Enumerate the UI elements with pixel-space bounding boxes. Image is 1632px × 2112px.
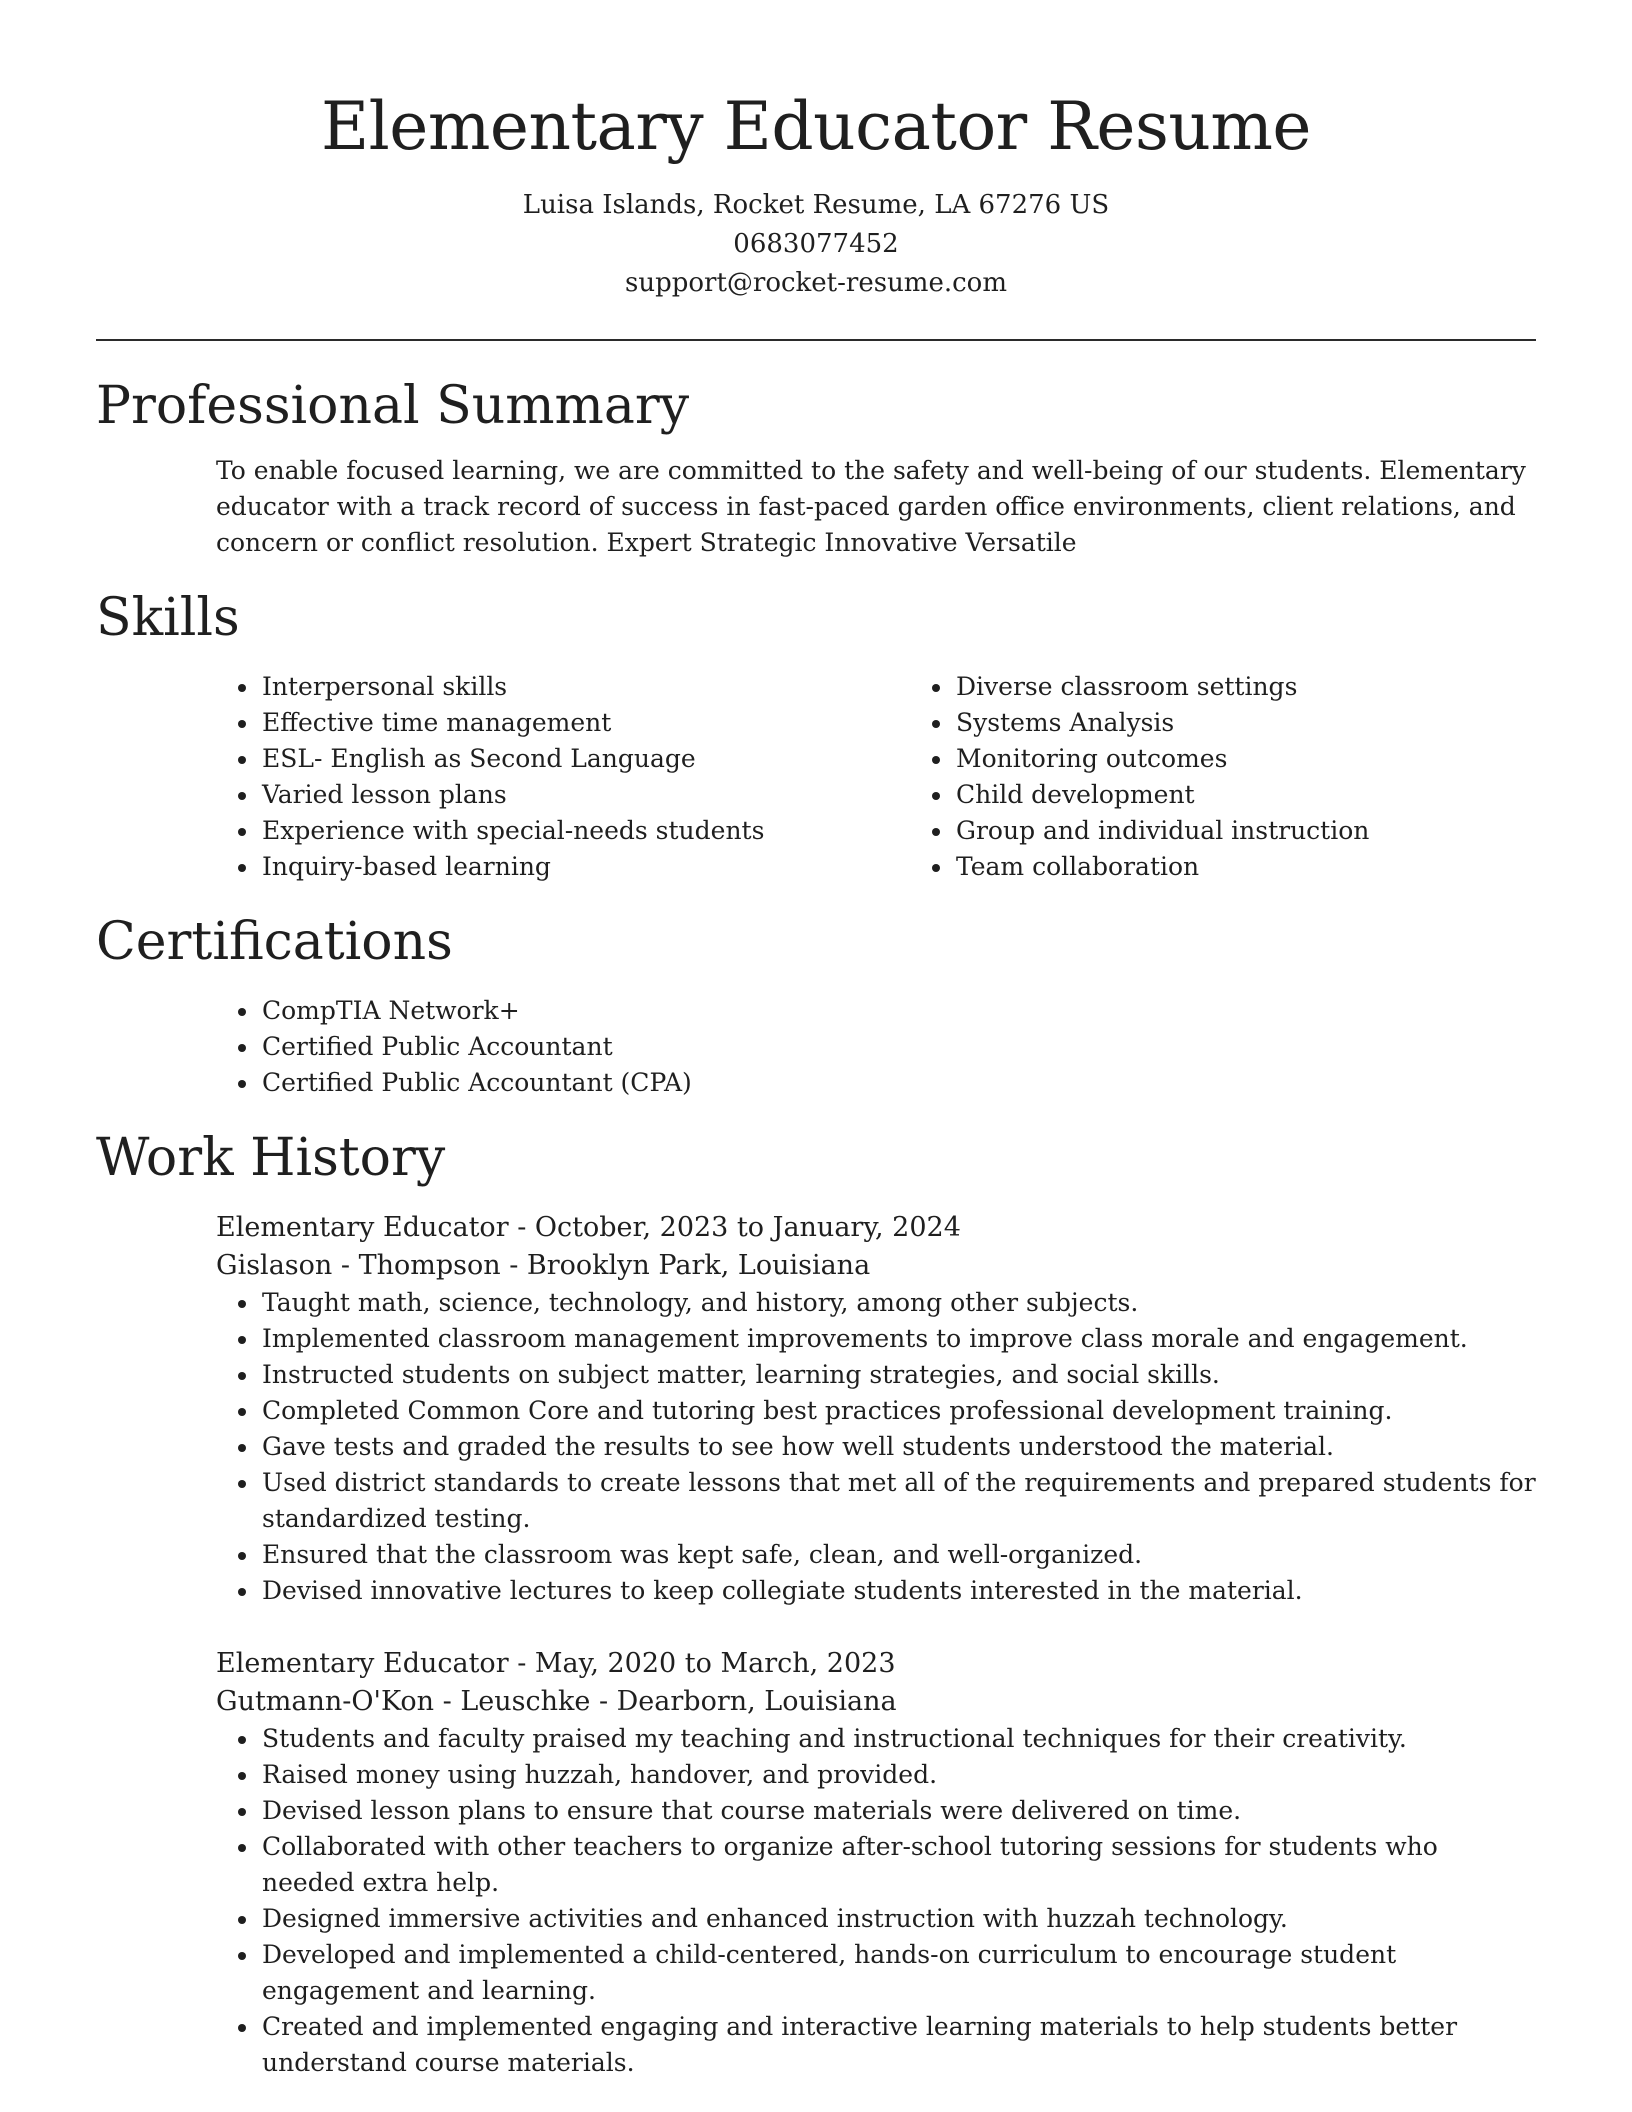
job-duty: • Implemented classroom management improvements to improve class morale and engagement.: [260, 1321, 1536, 1357]
contact-phone: 0683077452: [733, 229, 899, 259]
job-dates: October, 2023 to January, 2024: [534, 1212, 961, 1243]
certification-item: • Certified Public Accountant: [260, 1029, 1536, 1065]
skill-item: • Systems Analysis: [954, 705, 1604, 741]
skills-list-right: [910, 669, 1604, 885]
job-duties-list: [216, 1721, 1536, 2081]
job-duty: • Used district standards to create lessons that met all of the requirements and prepared students for standardized testing.: [260, 1465, 1536, 1537]
job-title-line: [216, 1645, 1536, 1683]
job-title: Elementary Educator: [216, 1212, 509, 1243]
contact-info: [96, 186, 1536, 303]
summary-heading: Professional Summary: [96, 376, 690, 436]
job-company: Gislason - Thompson: [216, 1250, 501, 1281]
job-duty: • Collaborated with other teachers to organize after-school tutoring sessions for students who needed extra help.: [260, 1829, 1536, 1901]
resume-title: Elementary Educator Resume: [321, 88, 1311, 165]
skills-list-left: [216, 669, 910, 885]
job-duty: • Devised lesson plans to ensure that course materials were delivered on time.: [260, 1793, 1536, 1829]
contact-address: Luisa Islands, Rocket Resume, LA 67276 US: [522, 190, 1110, 220]
skill-item: • Interpersonal skills: [260, 669, 910, 705]
job-duty: • Raised money using huzzah, handover, and provided.: [260, 1757, 1536, 1793]
job-duty: • Ensured that the classroom was kept safe, clean, and well-organized.: [260, 1537, 1536, 1573]
job-duty: • Created and implemented engaging and interactive learning materials to help students better understand course materials.: [260, 2009, 1536, 2081]
skill-item: • Effective time management: [260, 705, 910, 741]
work-history-section: [96, 1123, 1536, 2081]
summary-text: To enable focused learning, we are committed to the safety and well-being of our students. Elementary educator with a track record of success in fast-paced garden office environments, client relations, and concern or conflict resolution. Expert Strategic Innovative Versatile: [216, 456, 1526, 557]
job-location: Brooklyn Park, Louisiana: [526, 1250, 871, 1281]
job-separator: -: [508, 1212, 535, 1243]
job-title-line: [216, 1209, 1536, 1247]
job-duty: • Gave tests and graded the results to see how well students understood the material.: [260, 1429, 1536, 1465]
skill-item: • Experience with special-needs students: [260, 813, 910, 849]
job-duty: • Devised innovative lectures to keep collegiate students interested in the material.: [260, 1573, 1536, 1609]
certifications-section: [96, 907, 1536, 1101]
skills-grid: [216, 669, 1536, 885]
job-title: Elementary Educator: [216, 1648, 509, 1679]
job-duties-list: [216, 1285, 1536, 1609]
job-separator: -: [590, 1686, 617, 1717]
certification-item: • Certified Public Accountant (CPA): [260, 1065, 1536, 1101]
skill-item: • Inquiry-based learning: [260, 849, 910, 885]
summary-section: [96, 371, 1536, 561]
skill-item: • Child development: [954, 777, 1604, 813]
job-separator: -: [508, 1648, 535, 1679]
job-location: Dearborn, Louisiana: [616, 1686, 897, 1717]
job-dates: May, 2020 to March, 2023: [534, 1648, 896, 1679]
job-company: Gutmann-O'Kon - Leuschke: [216, 1686, 591, 1717]
certifications-heading: Certifications: [96, 912, 453, 972]
skills-heading: Skills: [96, 588, 240, 648]
job-duty: • Designed immersive activities and enhanced instruction with huzzah technology.: [260, 1901, 1536, 1937]
job-company-line: [216, 1683, 1536, 1721]
contact-email: support@rocket-resume.com: [624, 268, 1007, 298]
skill-item: • Team collaboration: [954, 849, 1604, 885]
job-entry: [216, 1209, 1536, 1609]
certifications-list: [216, 993, 1536, 1101]
job-entry: [216, 1645, 1536, 2081]
job-duty: • Students and faculty praised my teaching and instructional techniques for their creativity.: [260, 1721, 1536, 1757]
job-duty: • Instructed students on subject matter, learning strategies, and social skills.: [260, 1357, 1536, 1393]
skill-item: • Group and individual instruction: [954, 813, 1604, 849]
job-duty: • Developed and implemented a child-centered, hands-on curriculum to encourage student engagement and learning.: [260, 1937, 1536, 2009]
work-history-heading: Work History: [96, 1128, 446, 1188]
job-duty: • Taught math, science, technology, and history, among other subjects.: [260, 1285, 1536, 1321]
certification-item: • CompTIA Network+: [260, 993, 1536, 1029]
job-separator: -: [500, 1250, 527, 1281]
skill-item: • Varied lesson plans: [260, 777, 910, 813]
skills-section: [96, 583, 1536, 885]
job-company-line: [216, 1247, 1536, 1285]
skill-item: • ESL- English as Second Language: [260, 741, 910, 777]
job-duty: • Completed Common Core and tutoring best practices professional development training.: [260, 1393, 1536, 1429]
skill-item: • Monitoring outcomes: [954, 741, 1604, 777]
header-divider: [96, 339, 1536, 341]
resume-header: [96, 0, 1536, 303]
resume-page: [96, 0, 1536, 2081]
skill-item: • Diverse classroom settings: [954, 669, 1604, 705]
